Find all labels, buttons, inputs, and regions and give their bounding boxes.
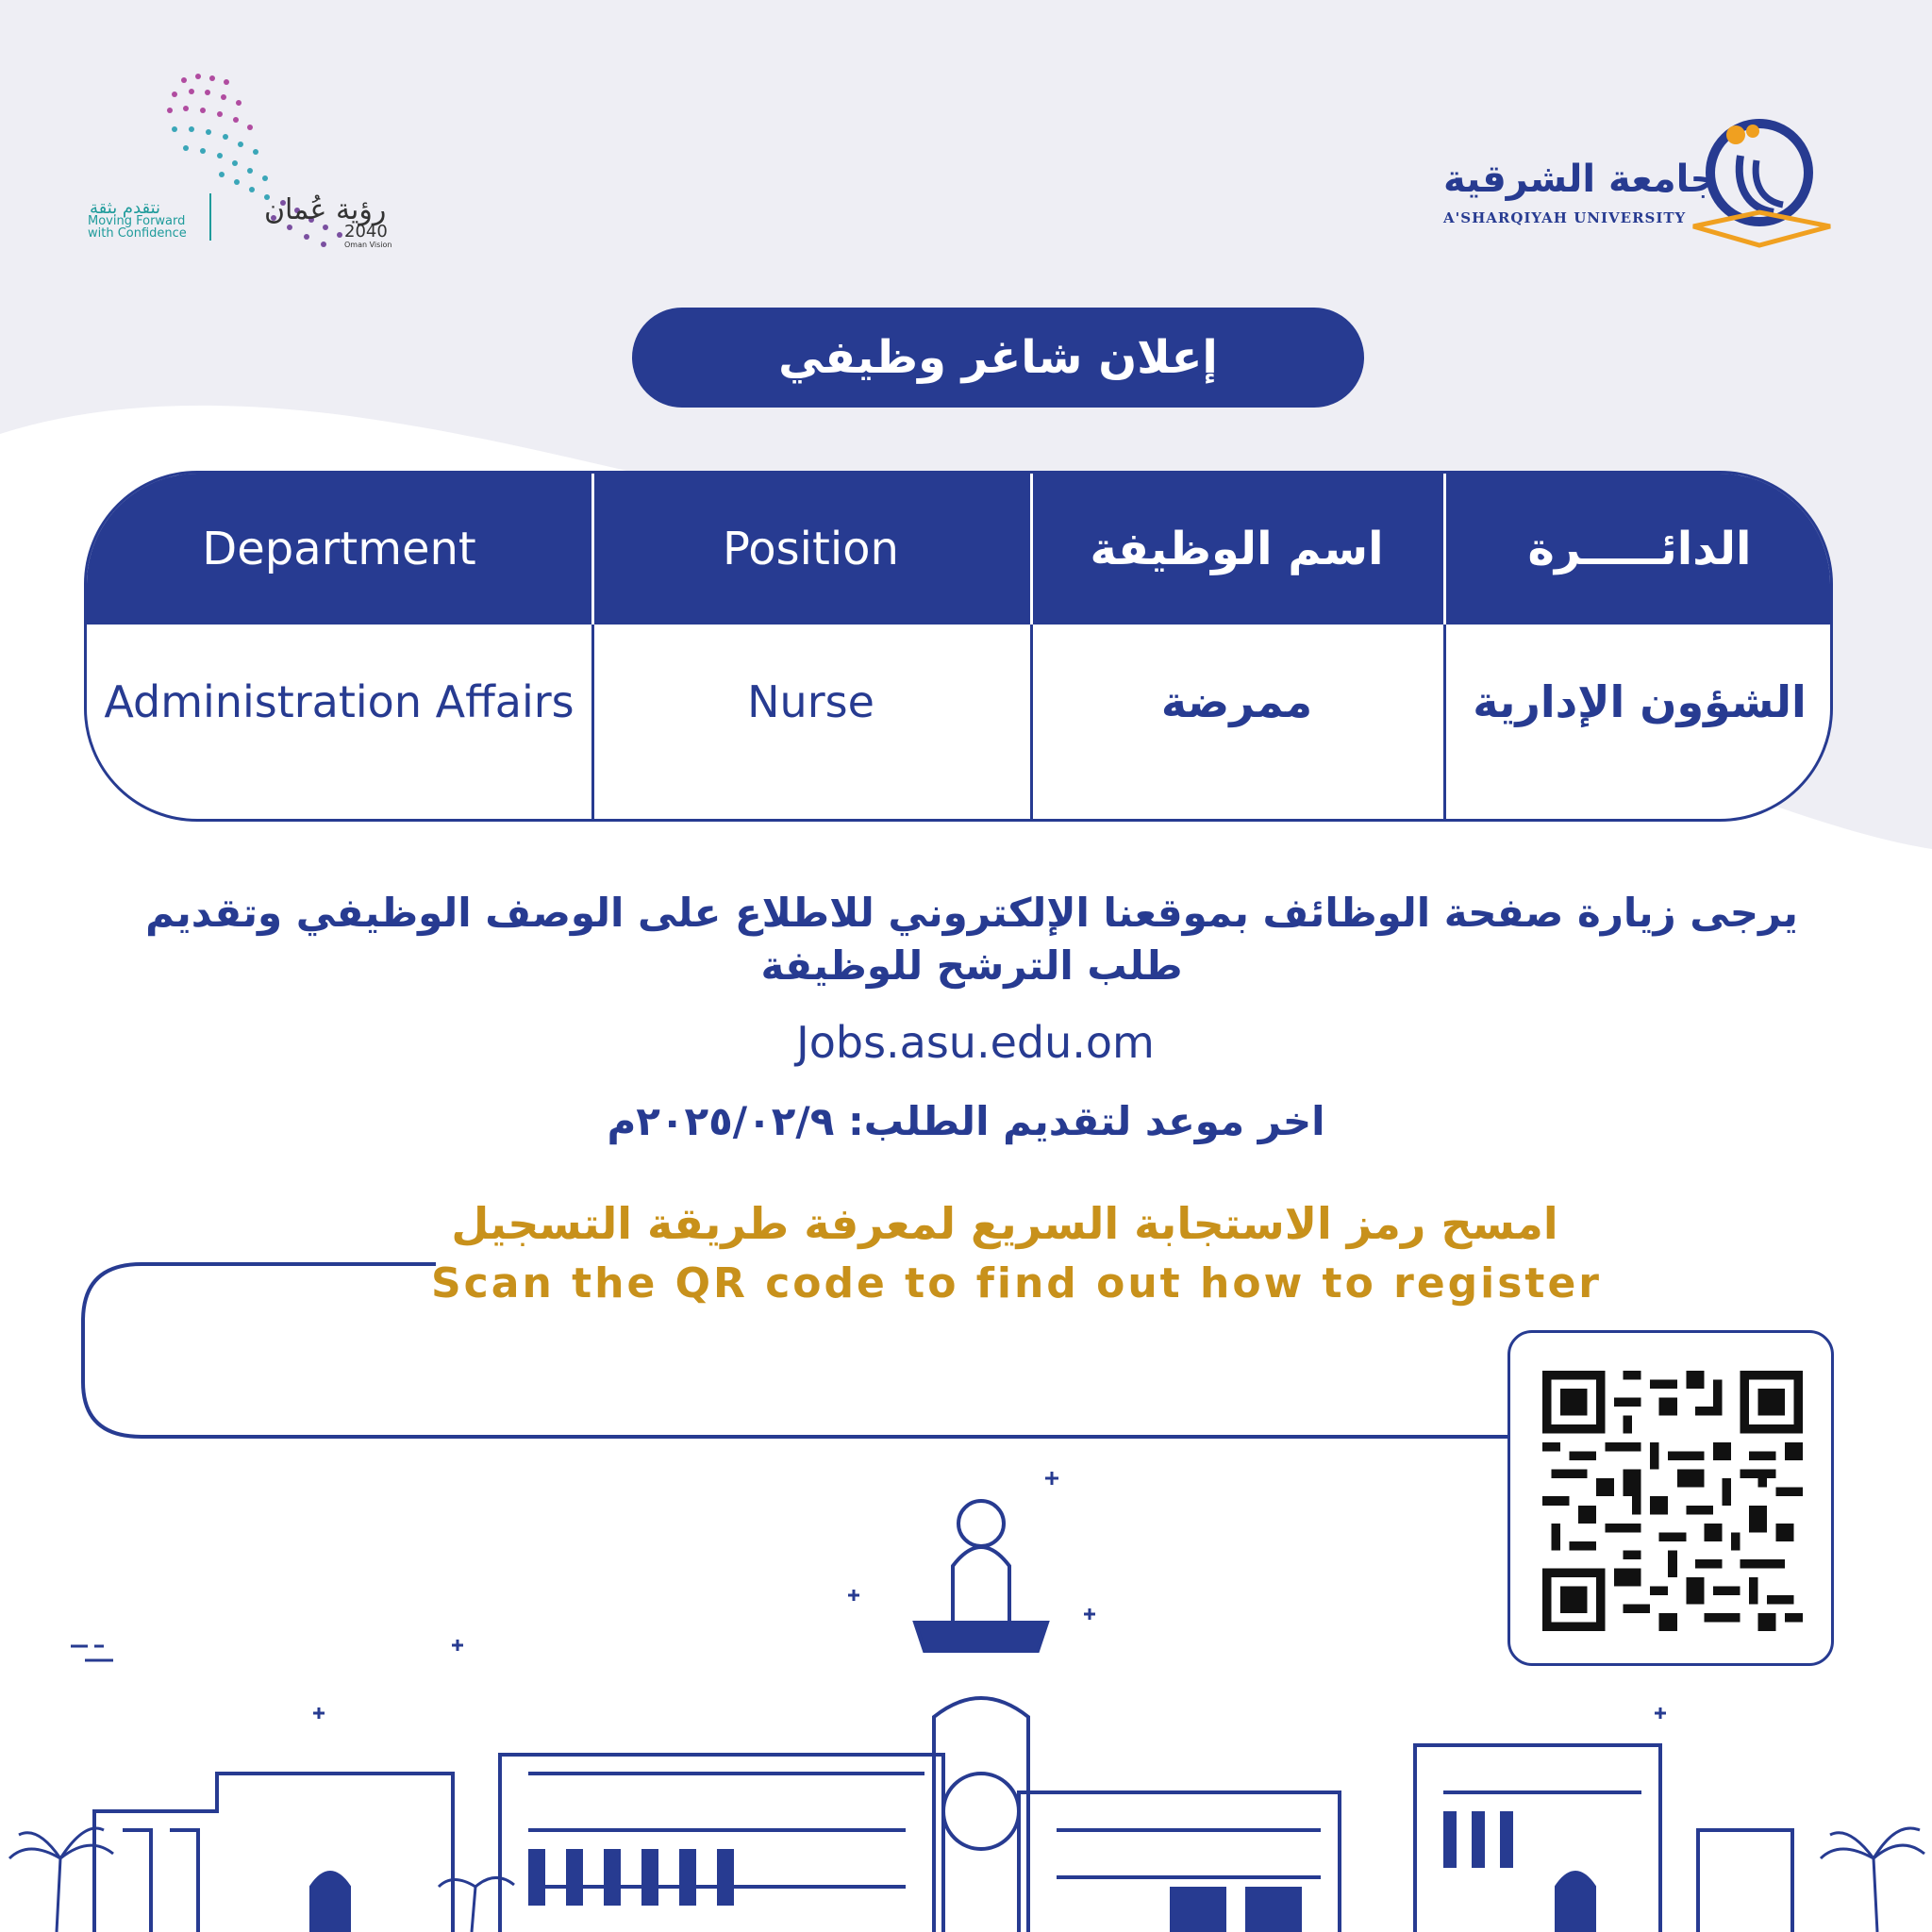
header-department-en: Department (202, 523, 476, 575)
scan-instruction-en: Scan the QR code to find out how to register (430, 1259, 1603, 1307)
campus-skyline-illustration (0, 1434, 1932, 1932)
vision-year: 2040 (344, 222, 388, 242)
cell-department-ar: الشؤون الإدارية (1473, 676, 1807, 727)
university-name-en: A'SHARQIYAH UNIVERSITY (1443, 209, 1687, 226)
header-position-en: Position (723, 523, 899, 575)
job-vacancy-title: إعلان شاغر وظيفي (632, 308, 1364, 408)
vision-tagline-ar: نتقدم بثقة (90, 198, 161, 218)
header-position-ar: اسم الوظيفة (1090, 523, 1384, 575)
university-name-ar: جامعة الشرقية (1443, 158, 1718, 201)
vision-tagline-en: Moving Forward with Confidence (88, 214, 187, 241)
jobs-website-link[interactable]: Jobs.asu.edu.om (796, 1017, 1155, 1068)
application-instructions: يرجى زيارة صفحة الوظائف بموقعنا الإلكتروني للاطلاع على الوصف الوظيفي وتقديم طلب الترشح للوظيفة (145, 890, 1798, 989)
vision-title: رؤية عُمان (264, 193, 387, 226)
cell-position-en: Nurse (747, 676, 874, 727)
cell-department-en: Administration Affairs (104, 676, 575, 727)
application-deadline: اخر موعد لتقديم الطلب: ٢٠٢٥/٠٢/٩م (607, 1098, 1325, 1144)
header-department-ar: الدائـــــرة (1527, 523, 1752, 575)
cell-position-ar: ممرضة (1160, 676, 1313, 727)
vision-caption: Oman Vision (344, 241, 392, 249)
scan-instruction-ar: امسح رمز الاستجابة السريع لمعرفة طريقة التسجيل (451, 1198, 1558, 1249)
